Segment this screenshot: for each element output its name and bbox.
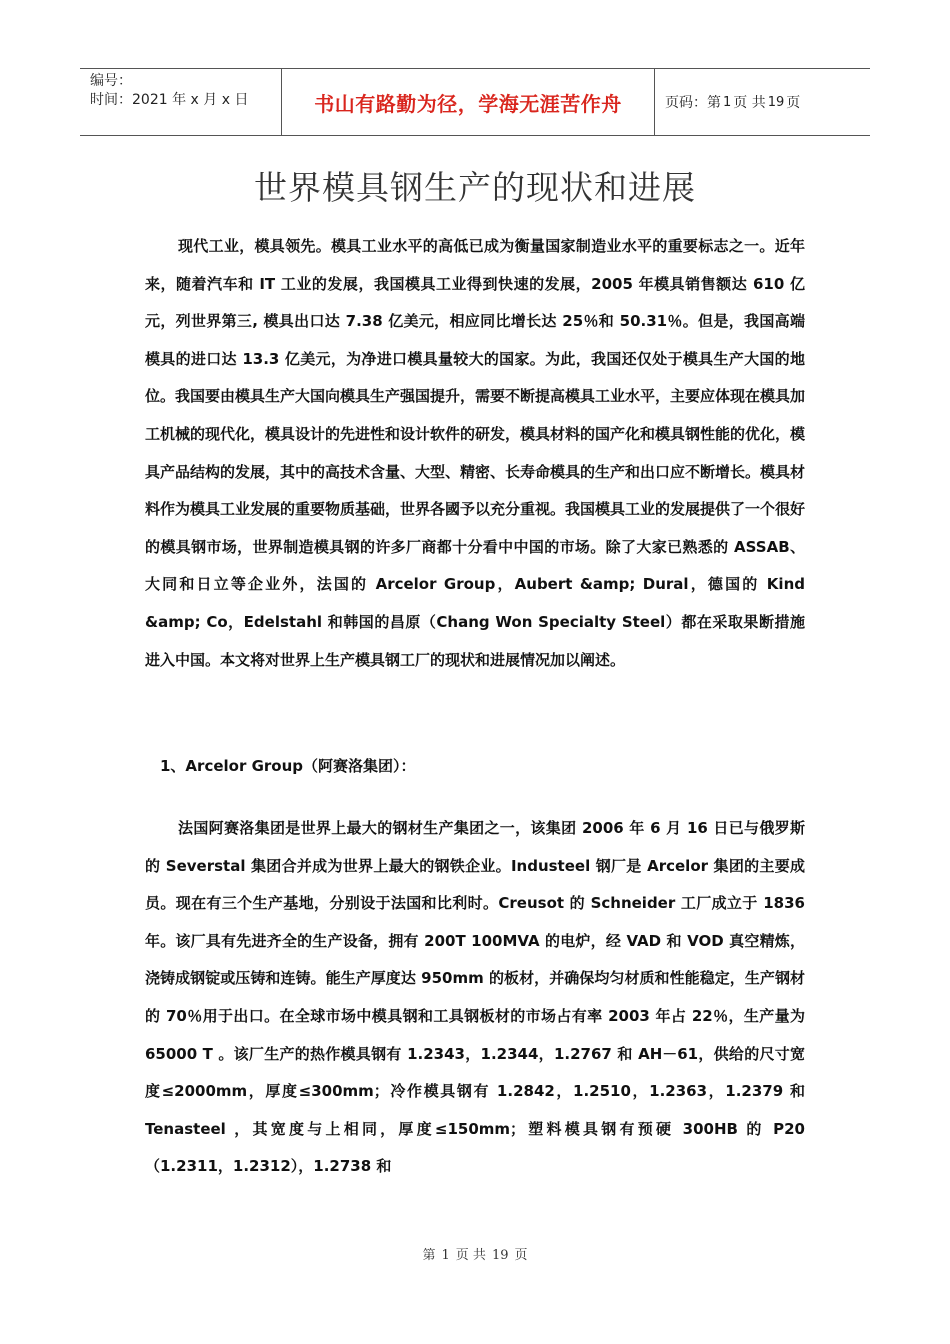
footer-mid: 页 共 — [455, 1248, 486, 1263]
header-page-current: 1 — [723, 94, 732, 110]
intro-paragraph: 现代工业，模具领先。模具工业水平的高低已成为衡量国家制造业水平的重要标志之一。近年来，随着汽车和 IT 工业的发展，我国模具工业得到快速的发展，2005 年模具销售额达 610 亿元，列世界第三, 模具出口达 7.38 亿美元，相应同比增长达 25％和 50.31％。但是，我国高端模具的进口达 13.3 亿美元，为净进口模具量较大的国家。为此，我国还仅处于模具生产大国的地位。我国要由模具生产大国向模具生产强国提升，需要不断提高模具工业水平，主要应体现在模具加工机械的现代化，模具设计的先进性和设计软件的研发，模具材料的国产化和模具钢性能的优化，模具产品结构的发展，其中的高技术含量、大型、精密、长寿命模具的生产和出口应不断增长。模具材料作为模具工业发展的重要物质基础，世界各國予以充分重视。我国模具工业的发展提供了一个很好的模具钢市场，世界制造模具钢的许多厂商都十分看中中国的市场。除了大家已熟悉的 ASSAB、大同和日立等企业外，法国的 Arcelor Group，Aubert &amp; Dural，德国的 Kind &amp; Co，Edelstahl 和韩国的昌原（Chang Won Specialty Steel）都在采取果断措施进入中国。本文将对世界上生产模具钢工厂的现状和进展情况加以阐述。 — [145, 237, 806, 669]
document-date-label: 时间：2021 年 x 月 x 日 — [90, 92, 249, 108]
header-page-mid: 页 共 — [733, 95, 766, 111]
document-header — [80, 68, 870, 136]
document-number-label: 编号： — [90, 73, 132, 89]
page-footer — [0, 1244, 950, 1263]
document-title: 世界模具钢生产的现状和进展 — [254, 168, 696, 207]
header-page-info — [655, 69, 870, 135]
footer-total: 19 — [491, 1248, 509, 1263]
header-page-suffix: 页 — [786, 95, 801, 111]
footer-suffix: 页 — [514, 1248, 528, 1263]
header-page-prefix: 页码：第 — [665, 95, 721, 111]
header-motto: 书山有路勤为径，学海无涯苦作舟 — [282, 69, 655, 135]
header-page-total: 19 — [767, 94, 785, 110]
header-meta — [80, 69, 282, 135]
section1-paragraph: 法国阿赛洛集团是世界上最大的钢材生产集团之一，该集团 2006 年 6 月 16 日已与俄罗斯的 Severstal 集团合并成为世界上最大的钢铁企业。Industeel 钢厂是 Arcelor 集团的主要成员。现在有三个生产基地，分别设于法国和比利时。Creusot 的 Schneider 工厂成立于 1836 年。该厂具有先进齐全的生产设备，拥有 200T 100MVA 的电炉，经 VAD 和 VOD 真空精炼，浇铸成钢锭或压铸和连铸。能生产厚度达 950mm 的板材，并确保均匀材质和性能稳定，生产钢材的 70％用于出口。在全球市场中模具钢和工具钢板材的市场占有率 2003 年占 22％，生产量为 65000 T 。该厂生产的热作模具钢有 1.2343，1.2344，1.2767 和 AH－61，供给的尺寸宽度≤2000mm，厚度≤300mm；冷作模具钢有 1.2842，1.2510，1.2363，1.2379 和 Tenasteel ，其宽度与上相同，厚度≤150mm；塑料模具钢有预硬 300HB 的 P20 （1.2311，1.2312），1.2738 和 — [145, 819, 805, 1176]
intro-section — [145, 228, 805, 679]
section-heading: 1、Arcelor Group（阿赛洛集团）： — [160, 757, 416, 775]
section1-body — [145, 810, 805, 1186]
footer-current: 1 — [441, 1248, 450, 1263]
footer-prefix: 第 — [422, 1248, 436, 1263]
